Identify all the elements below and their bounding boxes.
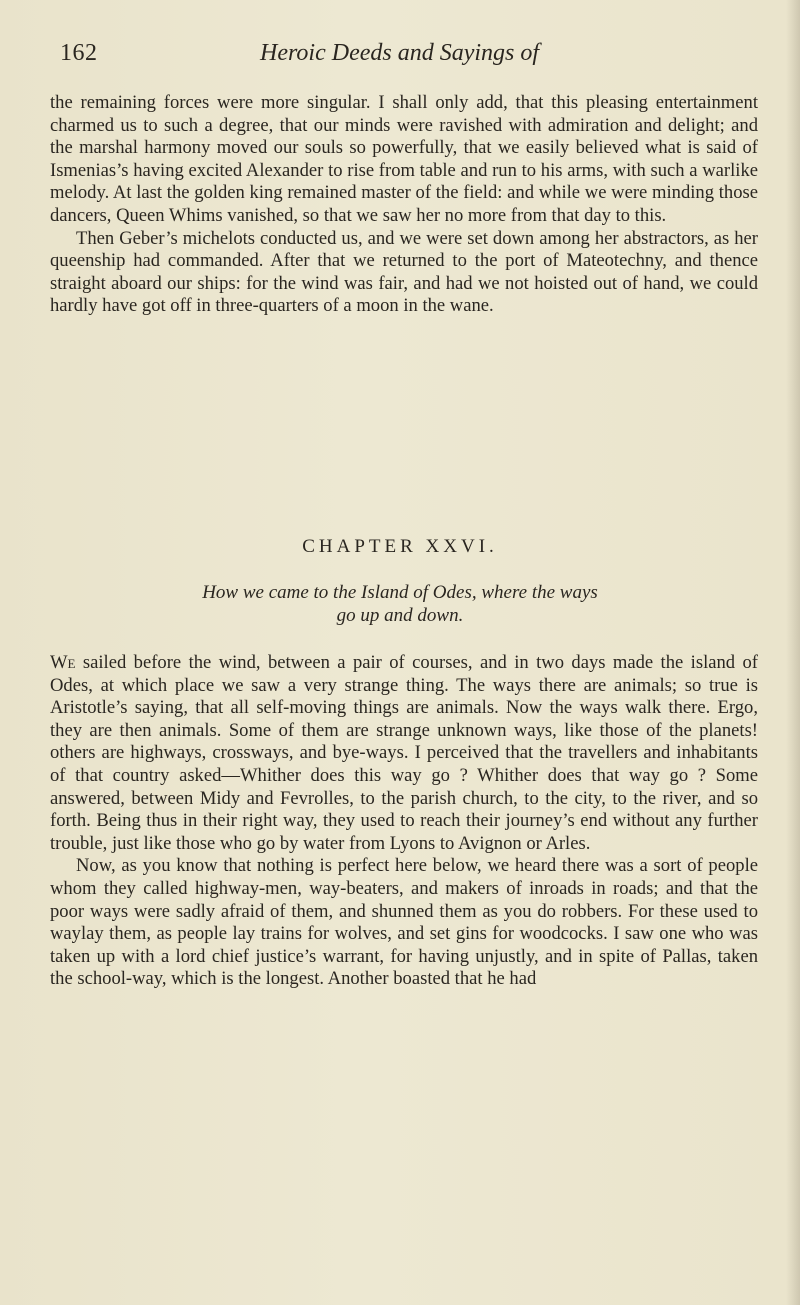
paragraph-sailed-before-wind bbox=[50, 652, 758, 855]
paragraph-gebers-michelots: Then Geber’s michelots conducted us, and we were set down among her abstractors, as her queenship had commanded. After that we returned to the port of Mateotechny, and thence straight aboard our ships: for the wind was fair, and had we not hoisted out of hand, we could hardly have got off in three-quarters of a moon in the wane. bbox=[50, 227, 758, 317]
page-edge-shadow bbox=[786, 0, 800, 1305]
chapter-title bbox=[0, 582, 800, 627]
paragraph-lead-word: We bbox=[50, 652, 76, 673]
page-number: 162 bbox=[60, 40, 98, 66]
chapter-heading: CHAPTER XXVI. bbox=[302, 536, 498, 557]
text-block-top bbox=[50, 92, 758, 318]
paragraph-highwaymen: Now, as you know that nothing is perfect here below, we heard there was a sort of people whom they called highway-men, way-beaters, and makers of inroads in roads; and that the poor ways were sadly afraid of them, and shunned them as you do robbers. For these used to waylay them, as people lay trains for wolves, and set gins for woodcocks. I saw one who was taken up with a lord chief justice’s warrant, for having unjustly, and in spite of Pallas, taken the school-way, which is the longest. Another boasted that he had bbox=[50, 855, 758, 990]
paragraph-continued: the remaining forces were more singular. I shall only add, that this pleasing entertainment charmed us to such a degree, that our minds were ravished with admiration and delight; and the marshal harmony moved our souls so powerfully, that we easily believed what is said of Ismenias’s having excited Alexander to rise from table and run to his arms, with such a warlike melody. At last the golden king remained master of the field: and while we were minding those dancers, Queen Whims vanished, so that we saw her no more from that day to this. bbox=[50, 92, 758, 226]
chapter-title-line-1: How we came to the Island of Odes, where the ways bbox=[202, 582, 598, 603]
page-header bbox=[60, 40, 760, 80]
paragraph-lead-rest: sailed before the wind, between a pair of courses, and in two days made the island of Odes, at which place we saw a very strange thing. The ways there are animals; so true is Aristotle’s saying, that all self-moving things are animals. Now the ways walk there. Ergo, they are then animals. Some of them are strange unknown ways, like those of the planets! others are highways, crossways, and bye-ways. I perceived that the travellers and inhabitants of that country asked—Whither does this way go ? Whither does that way go ? Some answered, between Midy and Fevrolles, to the parish church, to the city, to the river, and so forth. Being thus in their right way, they used to reach their journey’s end without any further trouble, just like those who go by water from Lyons to Avignon or Arles. bbox=[50, 652, 758, 854]
running-head: Heroic Deeds and Sayings of bbox=[260, 40, 540, 66]
text-block-bottom bbox=[50, 652, 758, 991]
chapter-title-line-2: go up and down. bbox=[336, 604, 464, 626]
